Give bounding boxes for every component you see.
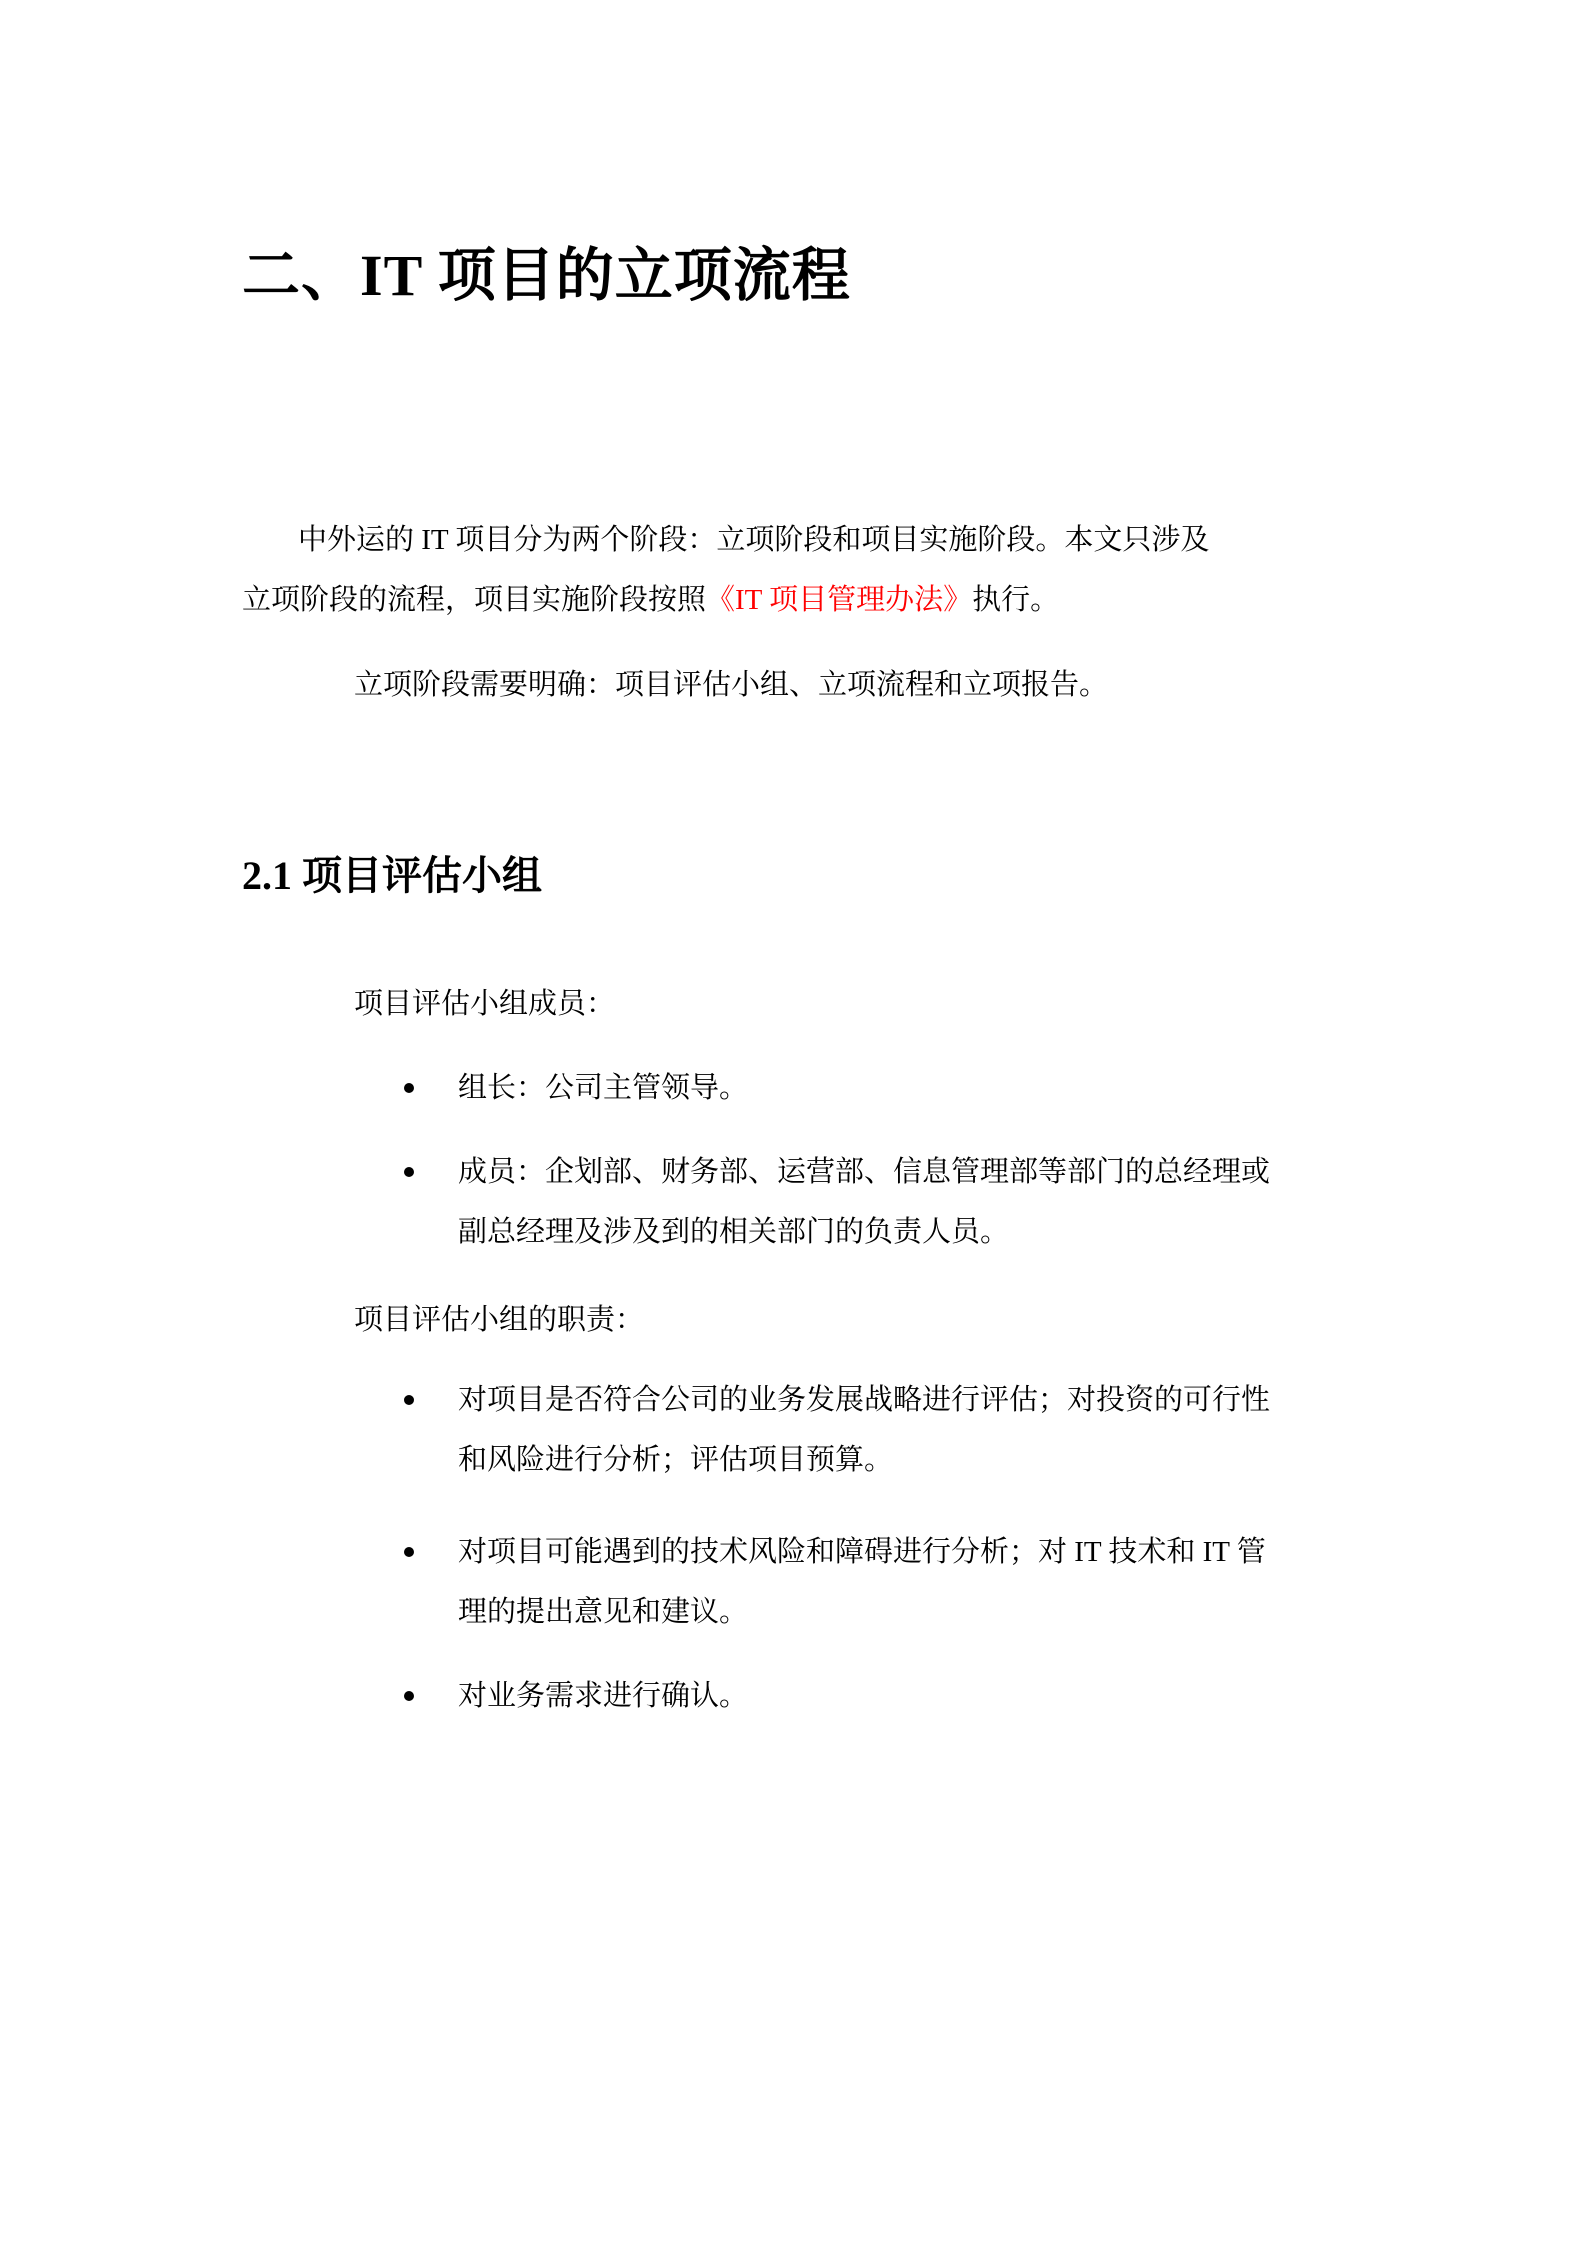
intro-line-1: 中外运的 IT 项目分为两个阶段：立项阶段和项目实施阶段。本文只涉及 — [298, 524, 1210, 556]
list-item-text: 理的提出意见和建议。 — [458, 1596, 749, 1628]
bullet-icon — [404, 1691, 414, 1701]
intro-line-2-text: 立项阶段的流程，项目实施阶段按照 — [242, 584, 707, 616]
intro-paragraph — [242, 510, 1358, 630]
list-item-text: 和风险进行分析；评估项目预算。 — [458, 1444, 894, 1476]
intro-line-2 — [242, 570, 1358, 630]
bullet-icon — [404, 1395, 414, 1405]
stage-requirements-paragraph: 立项阶段需要明确：项目评估小组、立项流程和立项报告。 — [354, 669, 1109, 701]
list-item-text: 对项目可能遇到的技术风险和障碍进行分析；对 IT 技术和 IT 管 — [458, 1536, 1266, 1568]
members-label: 项目评估小组成员： — [354, 988, 616, 1020]
list-item-text: 成员：企划部、财务部、运营部、信息管理部等部门的总经理或 — [458, 1156, 1271, 1188]
chapter-title: 二、IT 项目的立项流程 — [242, 243, 851, 308]
section-heading-2-1: 2.1 项目评估小组 — [242, 853, 542, 898]
list-item-text: 对业务需求进行确认。 — [458, 1680, 749, 1712]
duties-label: 项目评估小组的职责： — [354, 1304, 645, 1336]
intro-line-2-tail: 执行。 — [972, 584, 1060, 616]
bullet-icon — [404, 1083, 414, 1093]
list-item-text: 副总经理及涉及到的相关部门的负责人员。 — [458, 1216, 1010, 1248]
bullet-icon — [404, 1547, 414, 1557]
list-item-text: 组长：公司主管领导。 — [458, 1072, 749, 1104]
it-management-measures-reference: 《IT 项目管理办法》 — [706, 584, 973, 616]
bullet-icon — [404, 1167, 414, 1177]
list-item-text: 对项目是否符合公司的业务发展战略进行评估；对投资的可行性 — [458, 1384, 1271, 1416]
